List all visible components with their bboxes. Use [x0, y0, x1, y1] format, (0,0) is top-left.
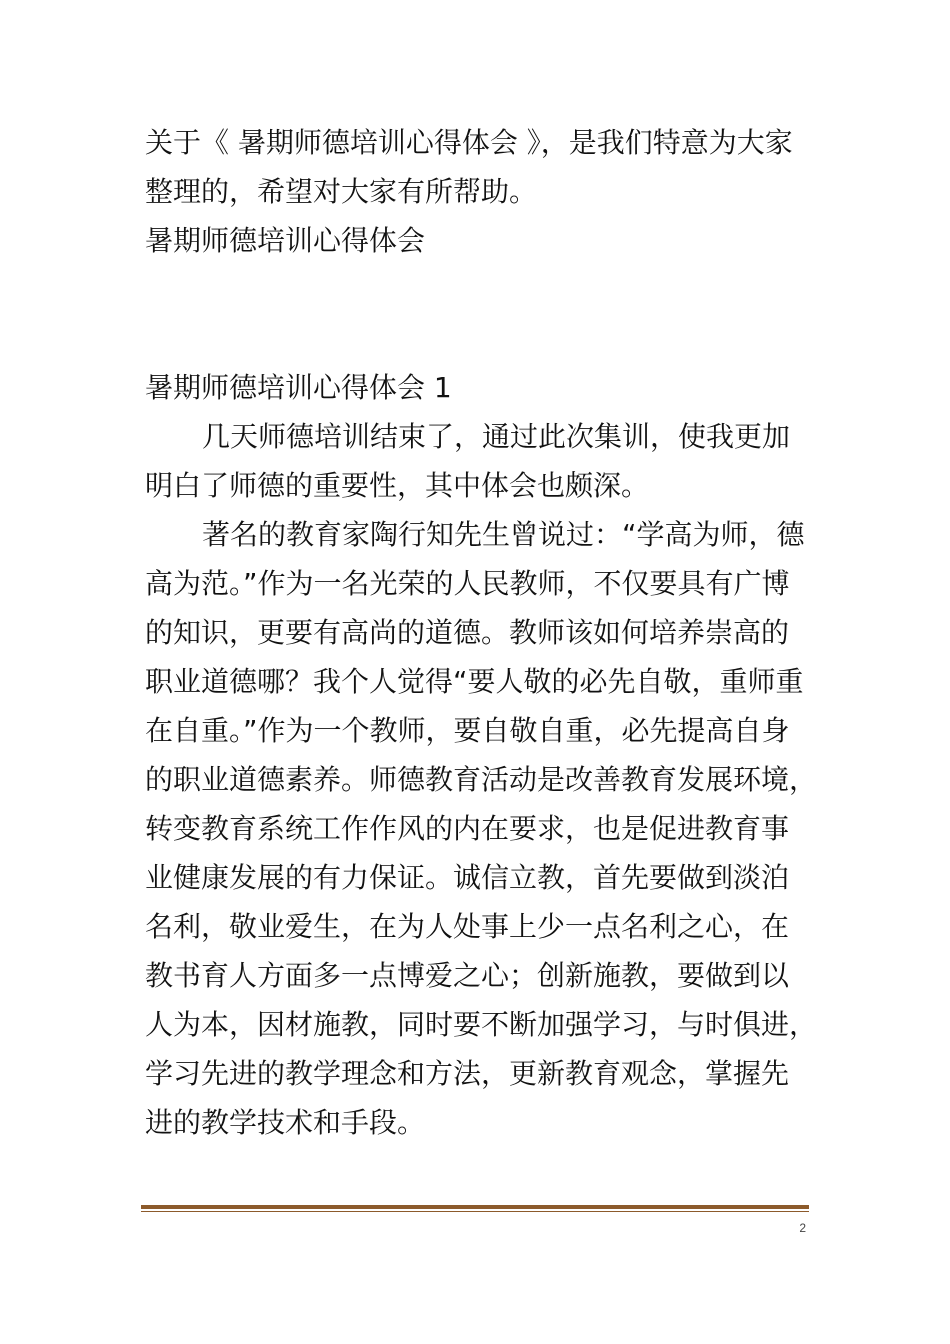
- paragraph-2: [145, 510, 818, 1147]
- paragraph-line: 明白了师德的重要性，其中体会也颇深。: [145, 469, 650, 502]
- footer-rule: [141, 1205, 809, 1209]
- intro-line: 关于《 暑期师德培训心得体会 》，是我们特意为大家: [145, 126, 793, 159]
- paragraph-line: 业健康发展的有力保证。诚信立教，首先要做到淡泊: [145, 861, 790, 894]
- paragraph-1: [145, 412, 810, 510]
- paragraph-line: 著名的教育家陶行知先生曾说过：“学高为师，德: [202, 518, 805, 551]
- paragraph-line: 转变教育系统工作作风的内在要求，也是促进教育事: [145, 812, 790, 845]
- paragraph-line: 进的教学技术和手段。: [145, 1106, 426, 1139]
- paragraph-line: 几天师德培训结束了，通过此次集训，使我更加: [202, 420, 791, 453]
- paragraph-line: 人为本，因材施教，同时要不断加强学习，与时俱进，: [145, 1008, 818, 1041]
- intro-line: 整理的，希望对大家有所帮助。: [145, 175, 538, 208]
- paragraph-line: 职业道德哪？我个人觉得“要人敬的必先自敬，重师重: [145, 665, 804, 698]
- paragraph-line: 名利，敬业爱生，在为人处事上少一点名利之心，在: [145, 910, 790, 943]
- paragraph-line: 学习先进的教学理念和方法，更新教育观念，掌握先: [145, 1057, 790, 1090]
- paragraph-line: 的职业道德素养。师德教育活动是改善教育发展环境，: [145, 763, 818, 796]
- paragraph-line: 高为范。”作为一名光荣的人民教师，不仅要具有广博: [145, 567, 790, 600]
- paragraph-line: 在自重。”作为一个教师，要自敬自重，必先提高自身: [145, 714, 790, 747]
- spacer: [145, 265, 810, 363]
- paragraph-line: 的知识，更要有高尚的道德。教师该如何培养崇高的: [145, 616, 790, 649]
- paragraph-line: 教书育人方面多一点博爱之心；创新施教，要做到以: [145, 959, 790, 992]
- document-body: [145, 118, 818, 1147]
- section-title: 暑期师德培训心得体会 1: [145, 371, 452, 404]
- page-number: 2: [799, 1221, 806, 1235]
- footer-rule-thin: [141, 1211, 809, 1212]
- main-title: 暑期师德培训心得体会: [145, 224, 426, 257]
